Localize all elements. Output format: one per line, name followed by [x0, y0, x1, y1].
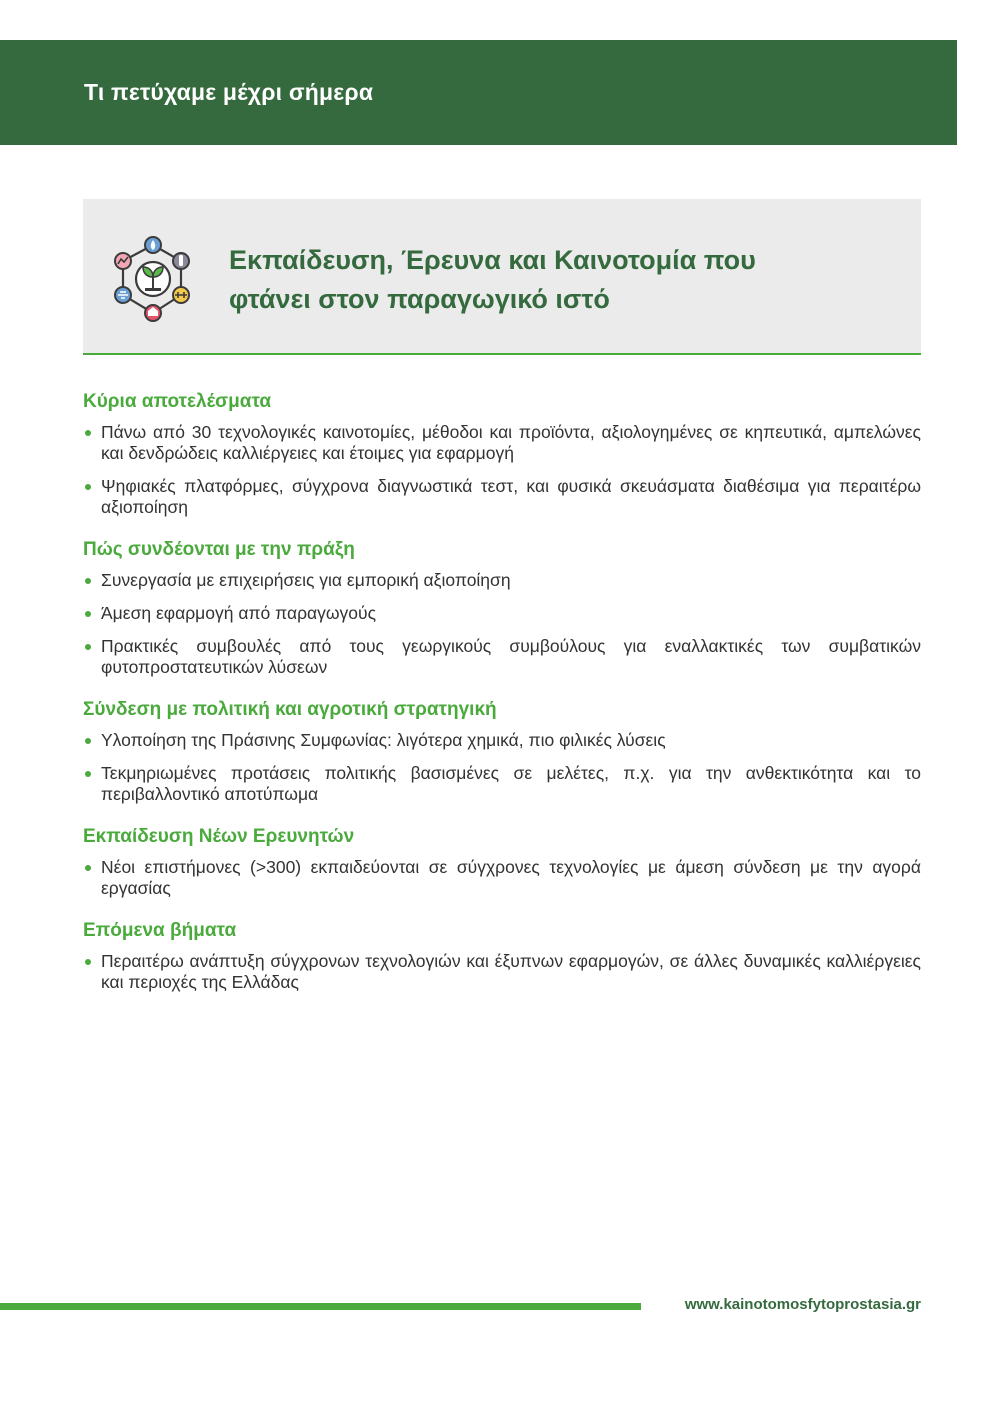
hero-title-line-2: φτάνει στον παραγωγικό ιστό — [229, 284, 610, 314]
section-heading: Σύνδεση με πολιτική και αγροτική στρατηγική — [83, 699, 497, 720]
list-item: Πάνω από 30 τεχνολογικές καινοτομίες, μέθοδοι και προϊόντα, αξιολογημένες σε κηπευτικά, αμπελώνες και δενδρώδεις καλλιέργειες και έτοιμες για εφαρμογή — [83, 422, 921, 464]
list-item: Άμεση εφαρμογή από παραγωγούς — [83, 603, 921, 624]
bullet-list — [83, 570, 921, 678]
list-item: Υλοποίηση της Πράσινης Συμφωνίας: λιγότερα χημικά, πιο φιλικές λύσεις — [83, 730, 921, 751]
section-heading: Κύρια αποτελέσματα — [83, 391, 272, 412]
hero-title-line-1: Εκπαίδευση, Έρευνα και Καινοτομία που — [229, 245, 756, 275]
section-young-researchers — [83, 823, 921, 899]
footer-url[interactable]: www.kainotomosfytoprostasia.gr — [684, 1296, 921, 1313]
main-content — [83, 388, 921, 1005]
list-item: Συνεργασία με επιχειρήσεις για εμπορική αξιοποίηση — [83, 570, 921, 591]
section-policy-link — [83, 696, 921, 805]
list-item: Πρακτικές συμβουλές από τους γεωργικούς συμβούλους για εναλλακτικές των συμβατικών φυτοπροστατευτικών λύσεων — [83, 636, 921, 678]
list-item: Τεκμηριωμένες προτάσεις πολιτικής βασισμένες σε μελέτες, π.χ. για την ανθεκτικότητα και το περιβαλλοντικό αποτύπωμα — [83, 763, 921, 805]
bullet-list — [83, 857, 921, 899]
list-item: Περαιτέρω ανάπτυξη σύγχρονων τεχνολογιών και έξυπνων εφαρμογών, σε άλλες δυναμικές καλλιέργειες και περιοχές της Ελλάδας — [83, 951, 921, 993]
list-item: Ψηφιακές πλατφόρμες, σύγχρονα διαγνωστικά τεστ, και φυσικά σκευάσματα διαθέσιμα για περαιτέρω αξιοποίηση — [83, 476, 921, 518]
section-heading: Πώς συνδέονται με την πράξη — [83, 539, 355, 560]
page-title: Τι πετύχαμε μέχρι σήμερα — [84, 79, 374, 105]
hero-title — [229, 241, 889, 319]
list-item: Νέοι επιστήμονες (>300) εκπαιδεύονται σε σύγχρονες τεχνολογίες με άμεση σύνδεση με την αγορά εργασίας — [83, 857, 921, 899]
section-main-results — [83, 388, 921, 518]
section-heading: Επόμενα βήματα — [83, 920, 237, 941]
bullet-list — [83, 951, 921, 993]
footer-bar — [0, 1303, 641, 1310]
top-banner — [0, 40, 957, 145]
section-practice-link — [83, 536, 921, 678]
section-next-steps — [83, 917, 921, 993]
bullet-list — [83, 730, 921, 805]
bullet-list — [83, 422, 921, 518]
section-heading: Εκπαίδευση Νέων Ερευνητών — [83, 826, 355, 847]
hero-box — [83, 199, 921, 355]
research-network-icon — [109, 235, 197, 323]
